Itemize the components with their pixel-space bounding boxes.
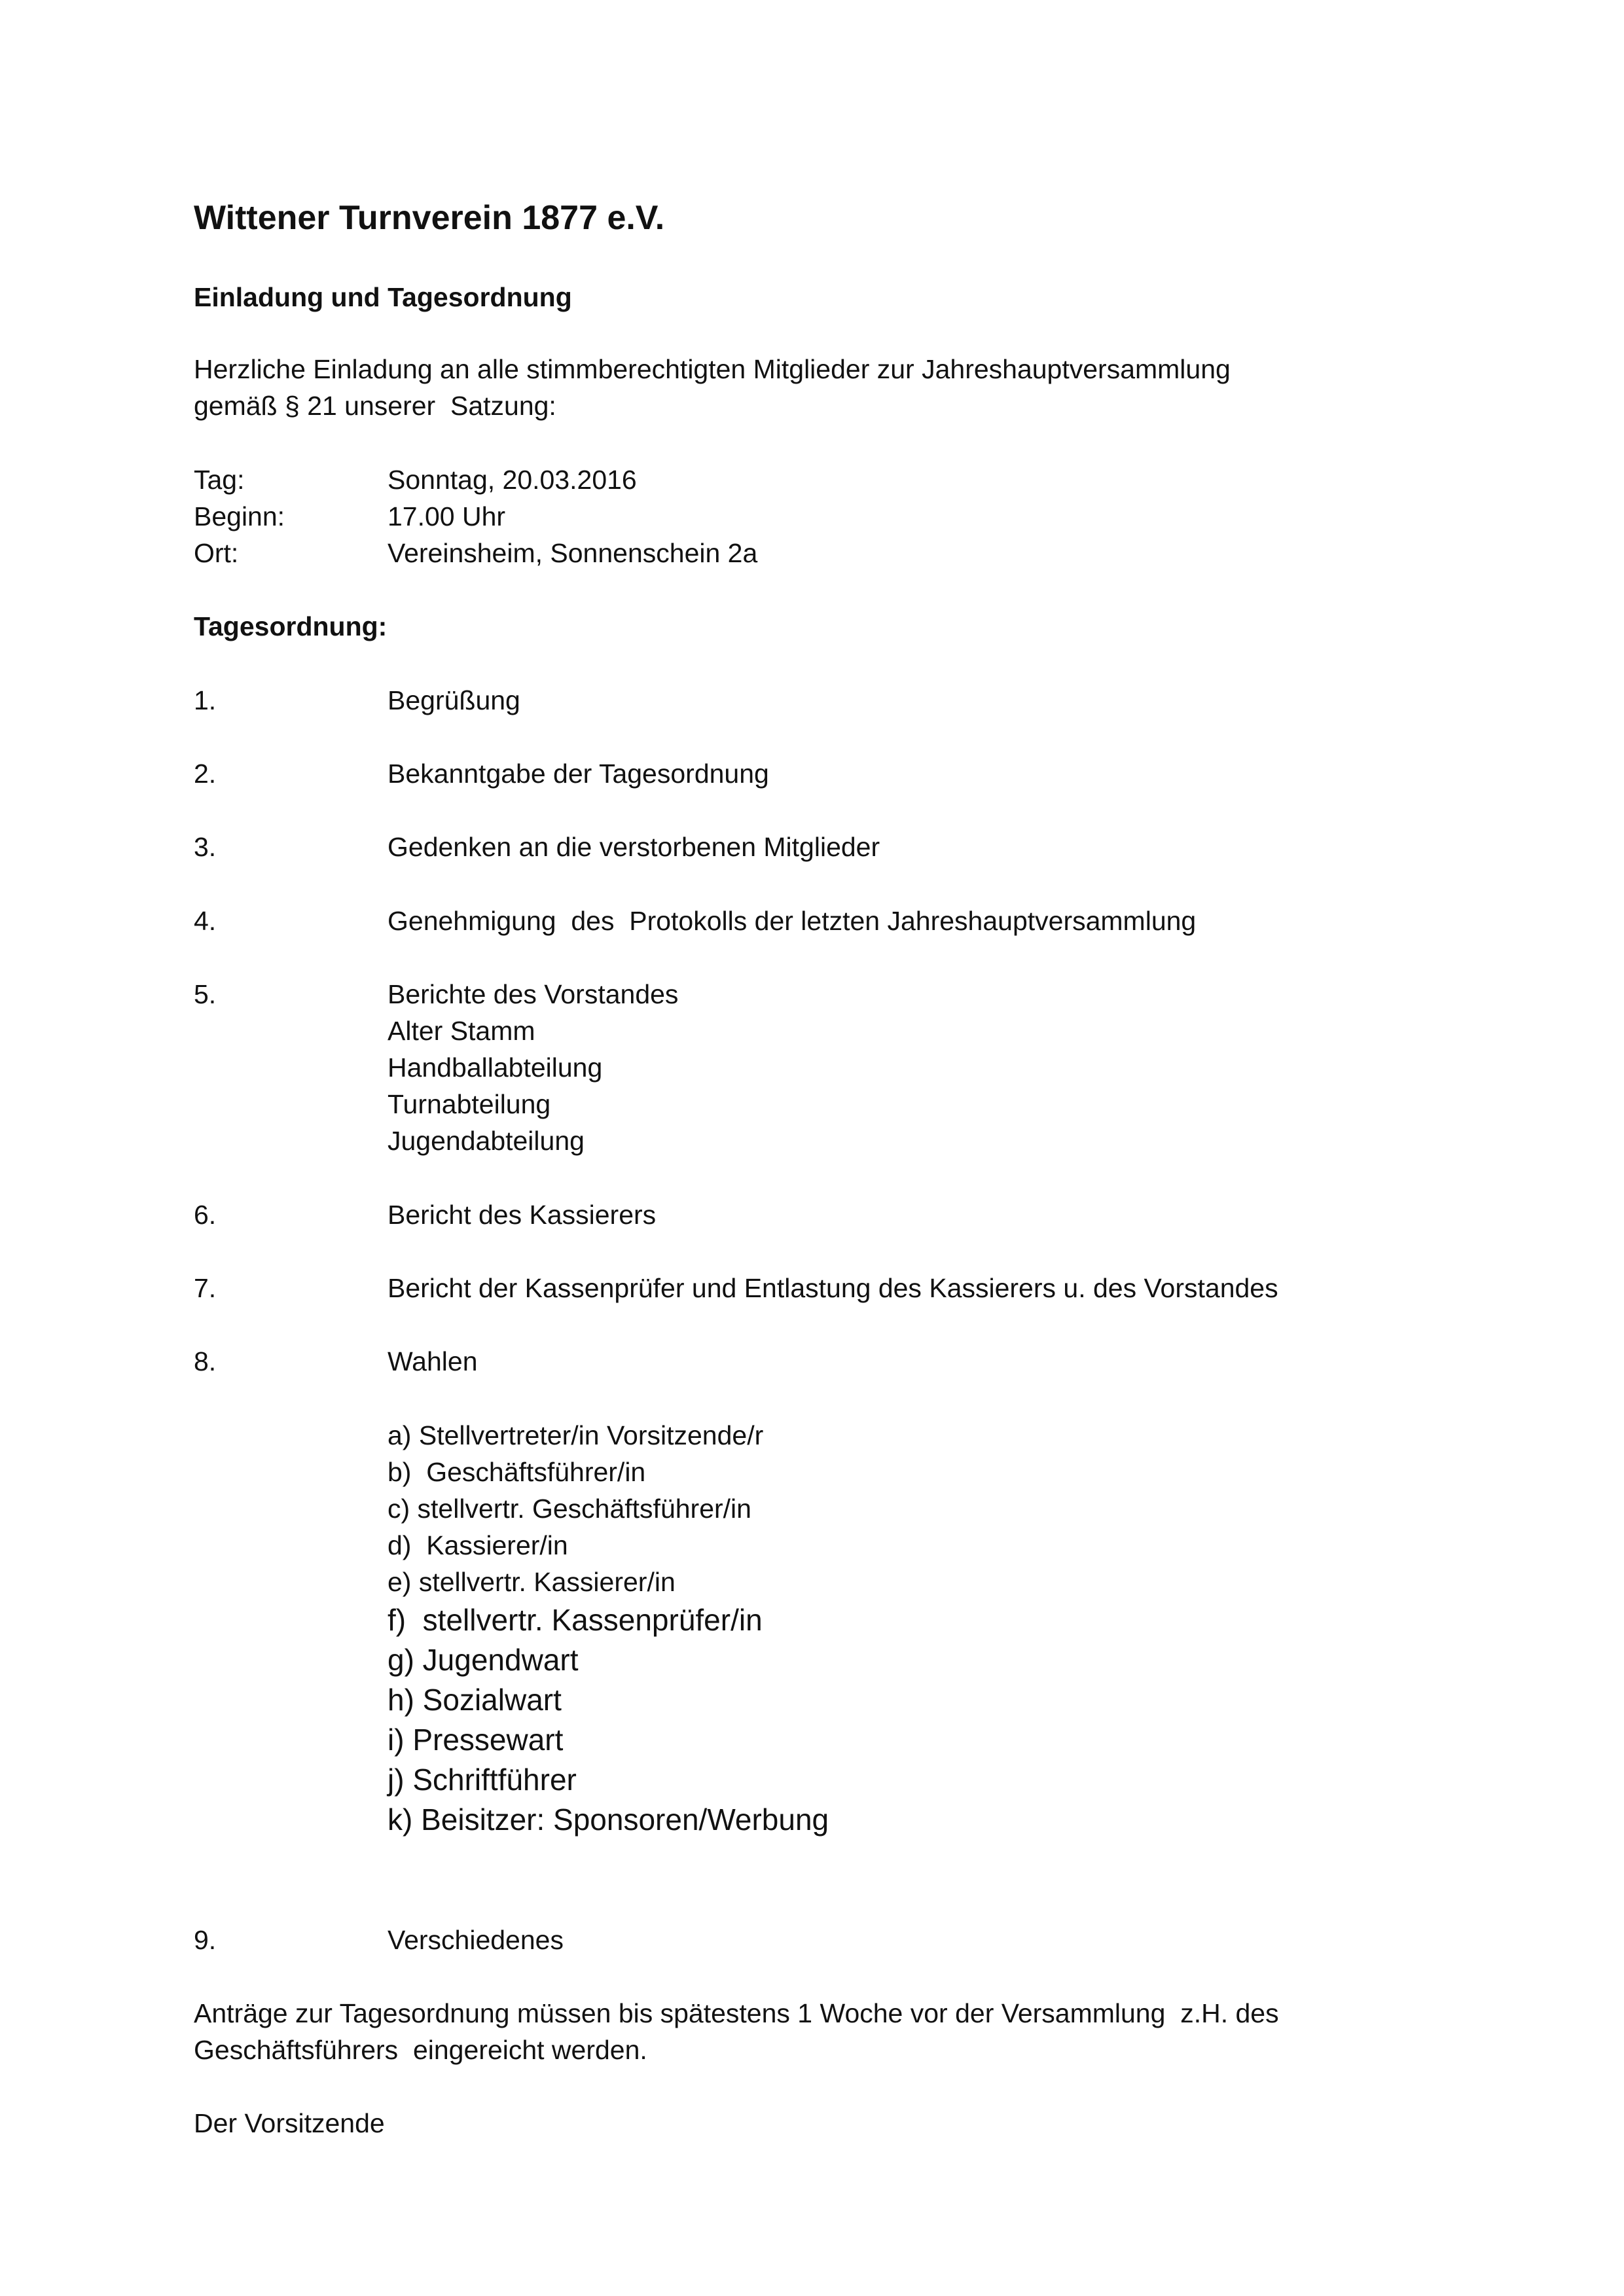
agenda-item-text: Bericht des Kassierers [388, 1200, 657, 1230]
agenda-item-text: Genehmigung des Protokolls der letzten Jahreshauptversammlung [388, 906, 1197, 936]
agenda-item-text: Begrüßung [388, 685, 520, 715]
meeting-location-label: Ort: [194, 538, 239, 568]
election-item: j) Schriftführer [388, 1763, 577, 1797]
agenda-item-text: Berichte des Vorstandes [388, 979, 679, 1009]
agenda-subitem: Turnabteilung [388, 1089, 551, 1119]
election-item: k) Beisitzer: Sponsoren/Werbung [388, 1803, 829, 1837]
agenda-subitem: Jugendabteilung [388, 1126, 585, 1156]
signature: Der Vorsitzende [194, 2108, 385, 2138]
agenda-item-number: 3. [194, 832, 217, 862]
agenda-item-text: Bericht der Kassenprüfer und Entlastung des Kassierers u. des Vorstandes [388, 1273, 1278, 1303]
election-item: d) Kassierer/in [388, 1530, 568, 1560]
election-item: b) Geschäftsführer/in [388, 1457, 646, 1487]
election-item: c) stellvertr. Geschäftsführer/in [388, 1494, 751, 1524]
meeting-day-label: Tag: [194, 465, 245, 495]
closing-line-2: Geschäftsführers eingereicht werden. [194, 2035, 647, 2065]
agenda-item-number: 2. [194, 759, 217, 789]
meeting-day-value: Sonntag, 20.03.2016 [388, 465, 637, 495]
agenda-item-number: 1. [194, 685, 217, 715]
agenda-subitem: Handballabteilung [388, 1052, 603, 1083]
meeting-location-value: Vereinsheim, Sonnenschein 2a [388, 538, 758, 568]
agenda-subitem: Alter Stamm [388, 1016, 535, 1046]
meeting-start-value: 17.00 Uhr [388, 501, 506, 531]
document-subtitle: Einladung und Tagesordnung [194, 282, 572, 312]
agenda-item-number: 4. [194, 906, 217, 936]
agenda-item-number: 6. [194, 1200, 217, 1230]
election-item: f) stellvertr. Kassenprüfer/in [388, 1603, 763, 1637]
agenda-item-text: Gedenken an die verstorbenen Mitglieder [388, 832, 880, 862]
agenda-item-text: Wahlen [388, 1346, 478, 1376]
closing-line-1: Anträge zur Tagesordnung müssen bis spätestens 1 Woche vor der Versammlung z.H. des [194, 1998, 1279, 2028]
agenda-item-number: 7. [194, 1273, 217, 1303]
election-item: i) Pressewart [388, 1723, 564, 1757]
election-item: g) Jugendwart [388, 1643, 579, 1677]
election-item: h) Sozialwart [388, 1683, 562, 1717]
agenda-item-text: Verschiedenes [388, 1925, 564, 1955]
agenda-item-number: 9. [194, 1925, 217, 1955]
meeting-start-label: Beginn: [194, 501, 285, 531]
intro-line-2: gemäß § 21 unserer Satzung: [194, 391, 556, 421]
document-title: Wittener Turnverein 1877 e.V. [194, 199, 665, 237]
intro-line-1: Herzliche Einladung an alle stimmberechtigten Mitglieder zur Jahreshauptversammlung [194, 354, 1231, 384]
agenda-item-number: 8. [194, 1346, 217, 1376]
agenda-item-number: 5. [194, 979, 217, 1009]
election-item: e) stellvertr. Kassierer/in [388, 1567, 676, 1597]
election-item: a) Stellvertreter/in Vorsitzende/r [388, 1420, 764, 1450]
agenda-item-text: Bekanntgabe der Tagesordnung [388, 759, 769, 789]
agenda-heading: Tagesordnung: [194, 611, 388, 641]
